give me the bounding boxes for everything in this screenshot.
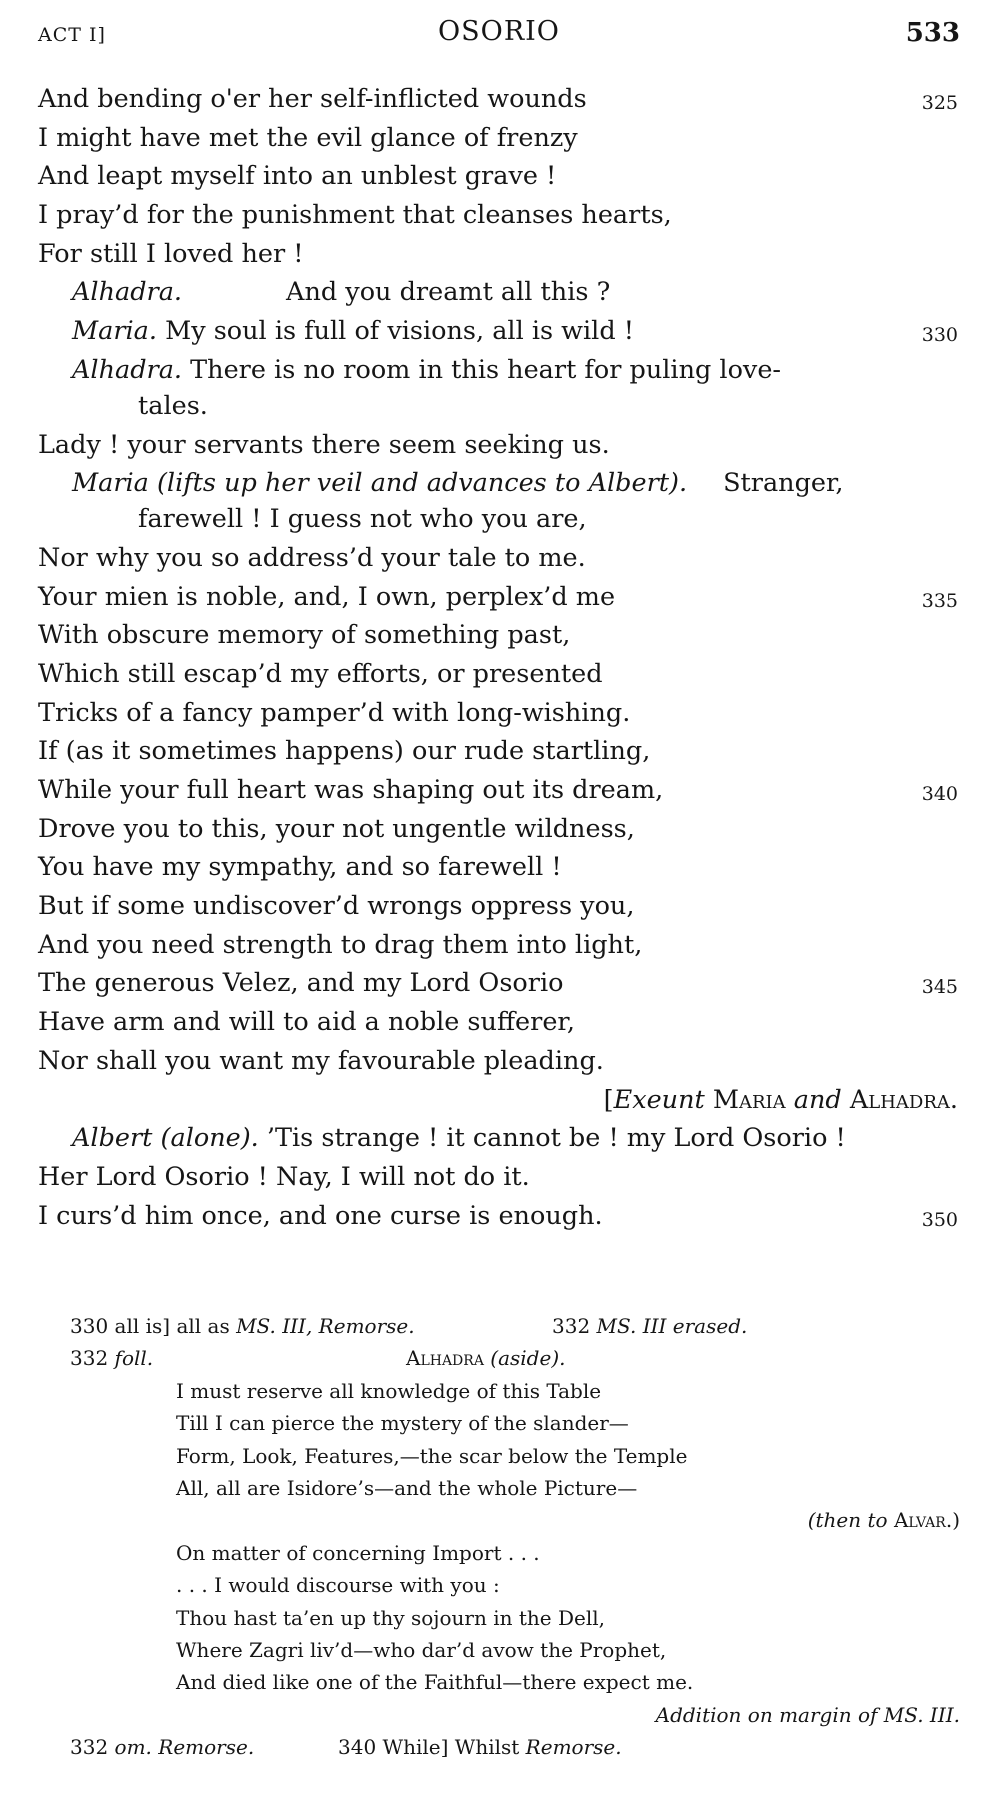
line-text: Drove you to this, your not ungentle wildness, — [38, 813, 635, 844]
speaker-name: Maria. — [72, 316, 157, 347]
verse-line — [38, 353, 958, 389]
line-number: 340 — [921, 783, 958, 805]
note-source: Addition on margin of MS. III. — [655, 1702, 960, 1727]
exeunt-word: Exeunt — [613, 1084, 705, 1115]
verse-line — [38, 696, 958, 735]
line-text: And you need strength to drag them into light, — [38, 929, 643, 960]
speaker-name: Albert — [72, 1123, 153, 1154]
verse-line — [38, 618, 958, 657]
note-line — [70, 1701, 960, 1733]
textual-notes — [70, 1312, 960, 1765]
verse-line — [38, 159, 958, 198]
verse-text — [38, 82, 958, 1237]
note-text: all is] all as — [114, 1314, 230, 1338]
verse-line — [38, 928, 958, 967]
page-title: OSORIO — [438, 16, 560, 47]
running-header — [38, 14, 960, 54]
note-number: 332 — [70, 1735, 109, 1760]
note-second — [552, 1312, 747, 1340]
note-text: MS. III erased. — [596, 1314, 748, 1338]
act-label: ACT I] — [38, 24, 106, 46]
page-number: 533 — [905, 18, 960, 48]
verse-line — [38, 428, 958, 467]
note-number: 332 — [70, 1346, 109, 1371]
verse-line — [38, 314, 958, 353]
line-text: Lady ! your servants there seem seeking us. — [38, 429, 610, 460]
note-line — [70, 1571, 960, 1603]
note-second — [338, 1733, 622, 1761]
line-text: The generous Velez, and my Lord Osorio — [38, 968, 564, 999]
line-text: Have arm and will to aid a noble sufferer, — [38, 1007, 575, 1038]
note-line — [70, 1636, 960, 1668]
verse-line — [38, 1160, 958, 1199]
verse-line — [38, 82, 958, 121]
note-line — [70, 1474, 960, 1506]
note-line — [70, 1442, 960, 1474]
line-number: 350 — [921, 1208, 958, 1231]
speaker-name: Maria — [72, 468, 149, 499]
line-number: 335 — [921, 589, 958, 612]
line-text: farewell ! I guess not who you are, — [138, 504, 587, 535]
conjunction: and — [793, 1084, 842, 1115]
line-text: And you dreamt all this ? — [286, 277, 611, 308]
verse-line-continued — [38, 389, 958, 428]
note-text: Till I can pierce the mystery of the slander— — [176, 1411, 629, 1436]
stage-direction: (lifts up her veil and advances to Albert). — [156, 468, 688, 499]
verse-line — [38, 812, 958, 851]
line-text: There is no room in this heart for puling love- — [190, 354, 782, 385]
note-foll: foll. — [114, 1346, 154, 1371]
verse-line — [38, 1199, 958, 1238]
note-text: . . . I would discourse with you : — [176, 1573, 500, 1598]
edition-ref: Remorse. — [318, 1314, 415, 1338]
line-text: Nor why you so address’d your tale to me. — [38, 542, 586, 573]
line-text: Her Lord Osorio ! Nay, I will not do it. — [38, 1161, 530, 1192]
note-text: I must reserve all knowledge of this Table — [176, 1378, 602, 1403]
character-name: Alhadra. — [849, 1084, 958, 1115]
verse-line — [38, 237, 958, 276]
line-text: tales. — [138, 390, 208, 421]
note-text: Thou hast ta’en up thy sojourn in the Dell, — [176, 1605, 605, 1630]
line-text: Which still escap’d my efforts, or presented — [38, 658, 603, 689]
note-line — [70, 1344, 960, 1376]
line-text: Your mien is noble, and, I own, perplex’d me — [38, 581, 616, 612]
note-line — [70, 1733, 960, 1765]
verse-line — [38, 466, 958, 502]
character-name: Alvar. — [893, 1508, 953, 1533]
note-text: While] Whilst — [382, 1735, 520, 1760]
verse-line — [38, 1044, 958, 1083]
stage-direction: (aside). — [490, 1346, 566, 1371]
line-text: My soul is full of visions, all is wild ! — [165, 316, 635, 347]
line-text: Tricks of a fancy pamper’d with long-wishing. — [38, 697, 631, 728]
line-number: 330 — [921, 324, 958, 347]
note-text: All, all are Isidore’s—and the whole Picture— — [176, 1475, 638, 1500]
verse-line — [38, 657, 958, 696]
verse-line — [38, 1005, 958, 1044]
line-number: 345 — [921, 976, 958, 999]
line-text: If (as it sometimes happens) our rude startling, — [38, 736, 651, 767]
verse-line — [38, 966, 958, 1005]
verse-line — [38, 1121, 958, 1160]
note-line — [70, 1604, 960, 1636]
line-text: While your full heart was shaping out its dream, — [38, 775, 664, 805]
note-number: 340 — [338, 1735, 377, 1760]
speaker-name: Alhadra — [406, 1346, 484, 1371]
note-text: Where Zagri liv’d—who dar’d avow the Prophet, — [176, 1637, 667, 1662]
note-text: And died like one of the Faithful—there expect me. — [176, 1670, 694, 1695]
bracket: [ — [603, 1084, 614, 1115]
verse-line — [38, 541, 958, 580]
stage-direction: (alone). — [160, 1123, 259, 1154]
speaker-name: Alhadra. — [72, 277, 183, 308]
note-line — [70, 1377, 960, 1409]
verse-line — [38, 889, 958, 928]
line-text: Stranger, — [723, 468, 844, 499]
line-text: And leapt myself into an unblest grave ! — [38, 161, 557, 192]
verse-line — [38, 275, 958, 314]
verse-line — [38, 734, 958, 773]
note-text: Form, Look, Features,—the scar below the Temple — [176, 1443, 688, 1468]
verse-line — [38, 121, 958, 160]
note-text: om. Remorse. — [114, 1735, 255, 1760]
line-text: And bending o'er her self-inflicted wounds — [38, 84, 587, 114]
line-text: But if some undiscover’d wrongs oppress you, — [38, 891, 635, 922]
speaker-name: Alhadra. — [72, 354, 183, 385]
edition-ref: Remorse. — [525, 1735, 622, 1760]
line-text: Nor shall you want my favourable pleading. — [38, 1045, 604, 1076]
note-line — [70, 1539, 960, 1571]
paren: ) — [952, 1508, 960, 1533]
ms-ref: MS. III, — [236, 1314, 313, 1338]
line-text: For still I loved her ! — [38, 238, 304, 269]
line-text: I might have met the evil glance of frenzy — [38, 122, 578, 153]
line-text: I curs’d him once, and one curse is enough. — [38, 1200, 603, 1231]
line-number: 325 — [921, 92, 958, 114]
exeunt-direction — [38, 1083, 958, 1122]
verse-line — [38, 580, 958, 619]
note-line — [70, 1409, 960, 1441]
verse-line — [38, 773, 958, 812]
note-text: On matter of concerning Import . . . — [176, 1540, 540, 1565]
note-speaker — [406, 1344, 565, 1372]
verse-line — [38, 198, 958, 237]
note-number: 330 — [70, 1314, 109, 1338]
note-line — [70, 1506, 960, 1538]
line-text: You have my sympathy, and so farewell ! — [38, 852, 562, 883]
line-text: I pray’d for the punishment that cleanses hearts, — [38, 200, 672, 231]
line-text: With obscure memory of something past, — [38, 620, 571, 651]
character-name: Maria — [712, 1084, 786, 1115]
verse-line — [38, 850, 958, 889]
verse-line-continued — [38, 502, 958, 541]
stage-direction: (then to — [807, 1508, 888, 1533]
note-number: 332 — [552, 1314, 591, 1338]
note-line — [70, 1668, 960, 1700]
line-text: ’Tis strange ! it cannot be ! my Lord Osorio ! — [266, 1123, 846, 1154]
note-line — [70, 1312, 960, 1344]
